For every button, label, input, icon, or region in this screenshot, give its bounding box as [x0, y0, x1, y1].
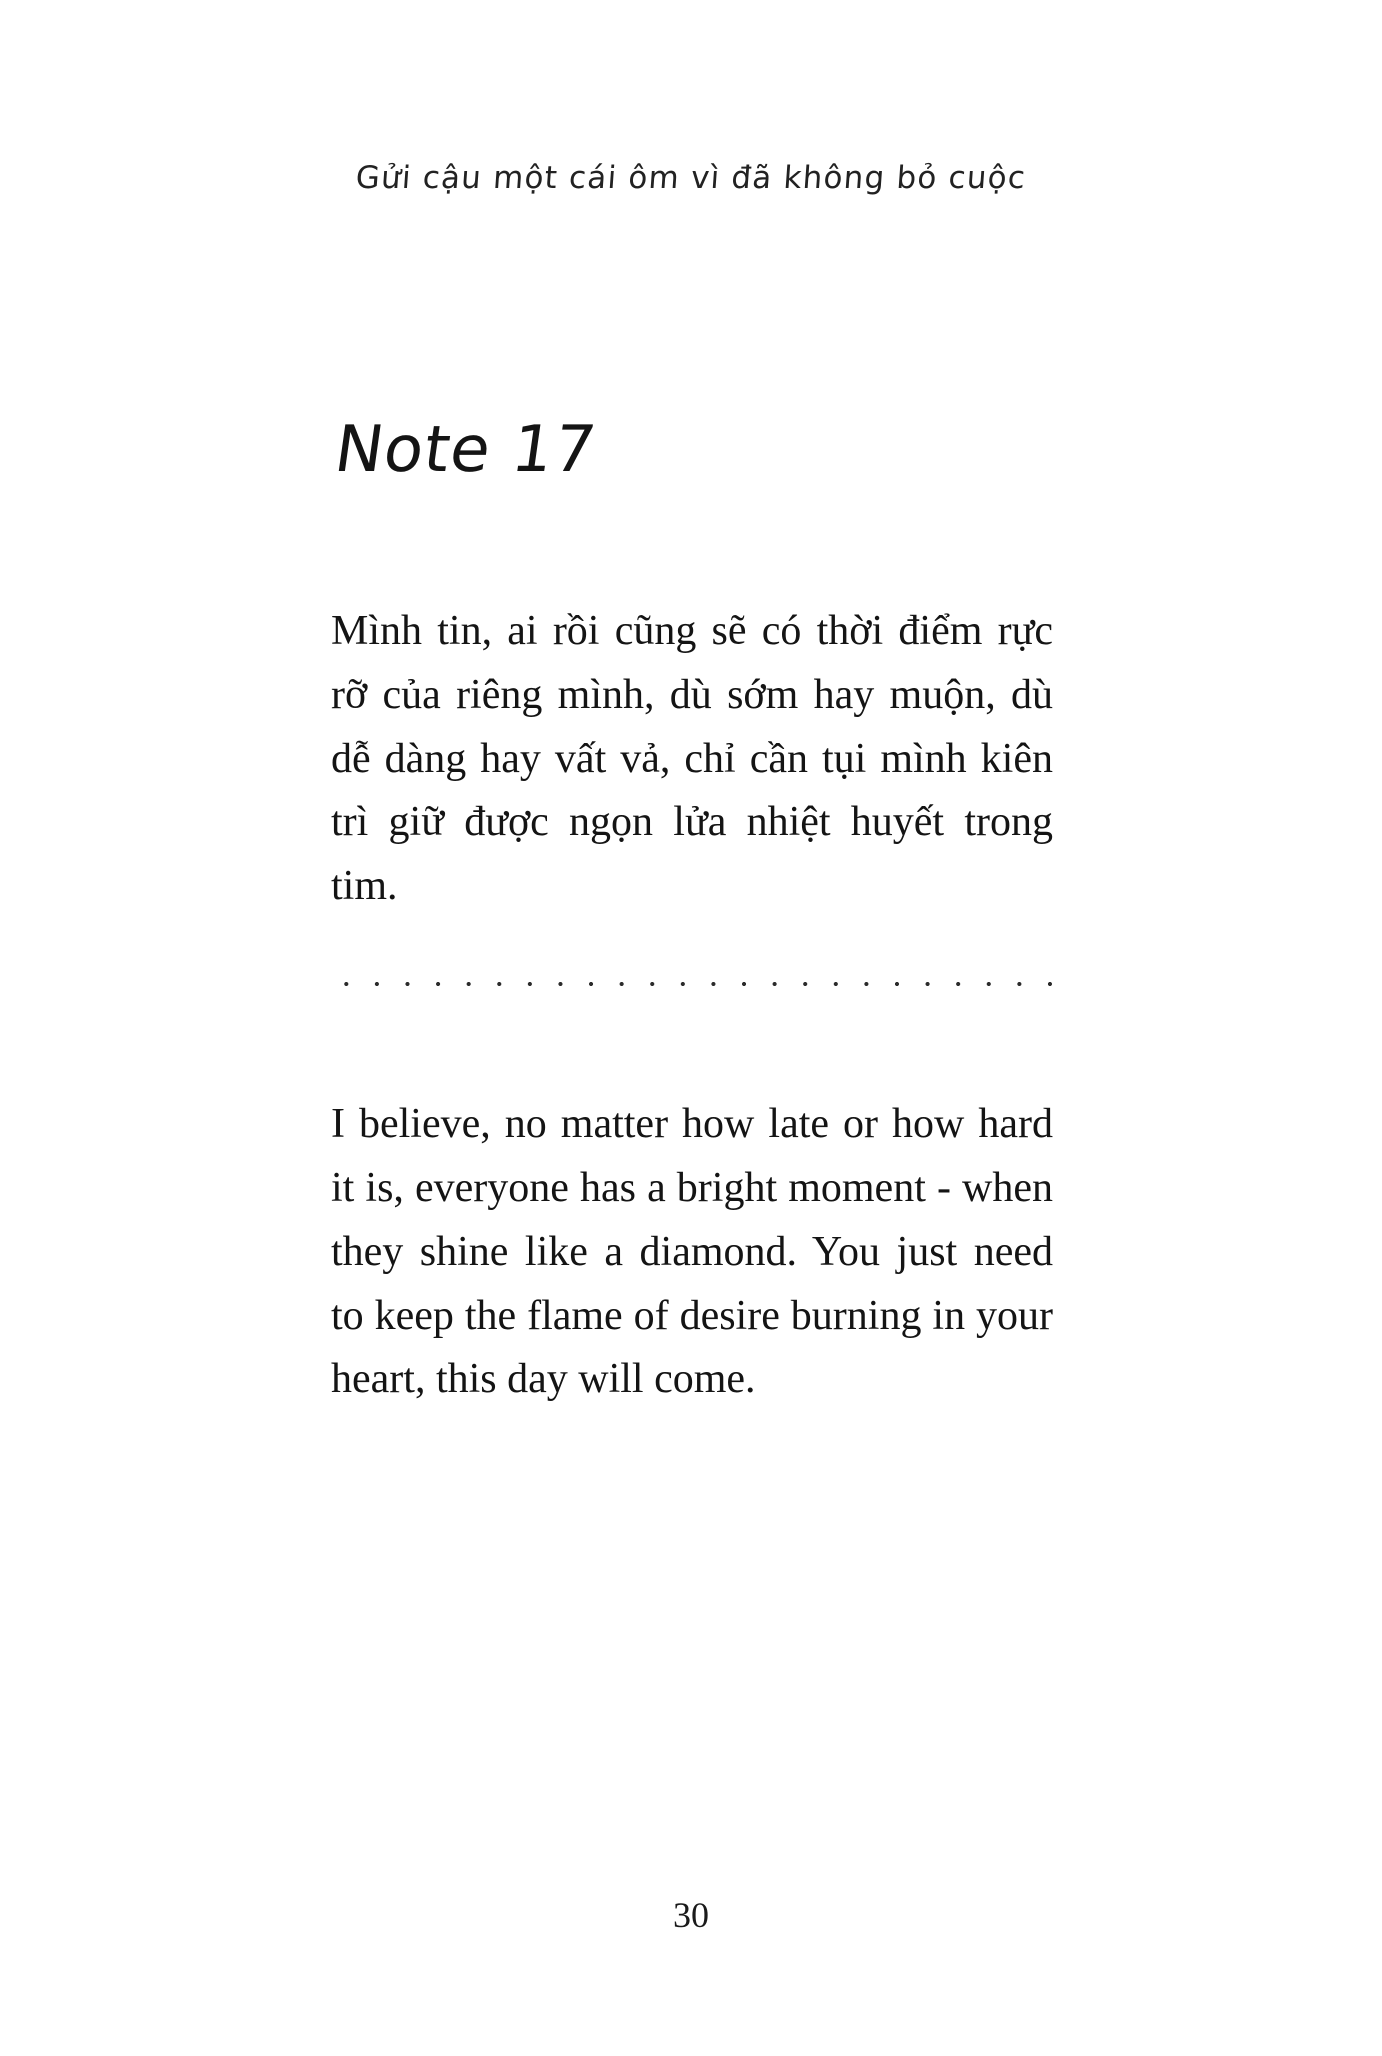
dotted-divider [331, 979, 1053, 989]
page-title: Note 17 [330, 413, 601, 487]
paragraph-english: I believe, no matter how late or how hard it is, everyone has a bright moment - when they shine like a diamond. You just need to keep the flame of desire burning in your heart, this day will come. [331, 1101, 1053, 1403]
running-header: Gửi cậu một cái ôm vì đã không bỏ cuộc [354, 160, 1028, 196]
page-content [329, 196, 1053, 1454]
page-number: 30 [673, 1895, 709, 1935]
paragraph-vietnamese: Mình tin, ai rồi cũng sẽ có thời điểm rực rỡ của riêng mình, dù sớm hay muộn, dù dễ dàng hay vất vả, chỉ cần tụi mình kiên trì giữ được ngọn lửa nhiệt huyết trong tim. [331, 608, 1053, 910]
